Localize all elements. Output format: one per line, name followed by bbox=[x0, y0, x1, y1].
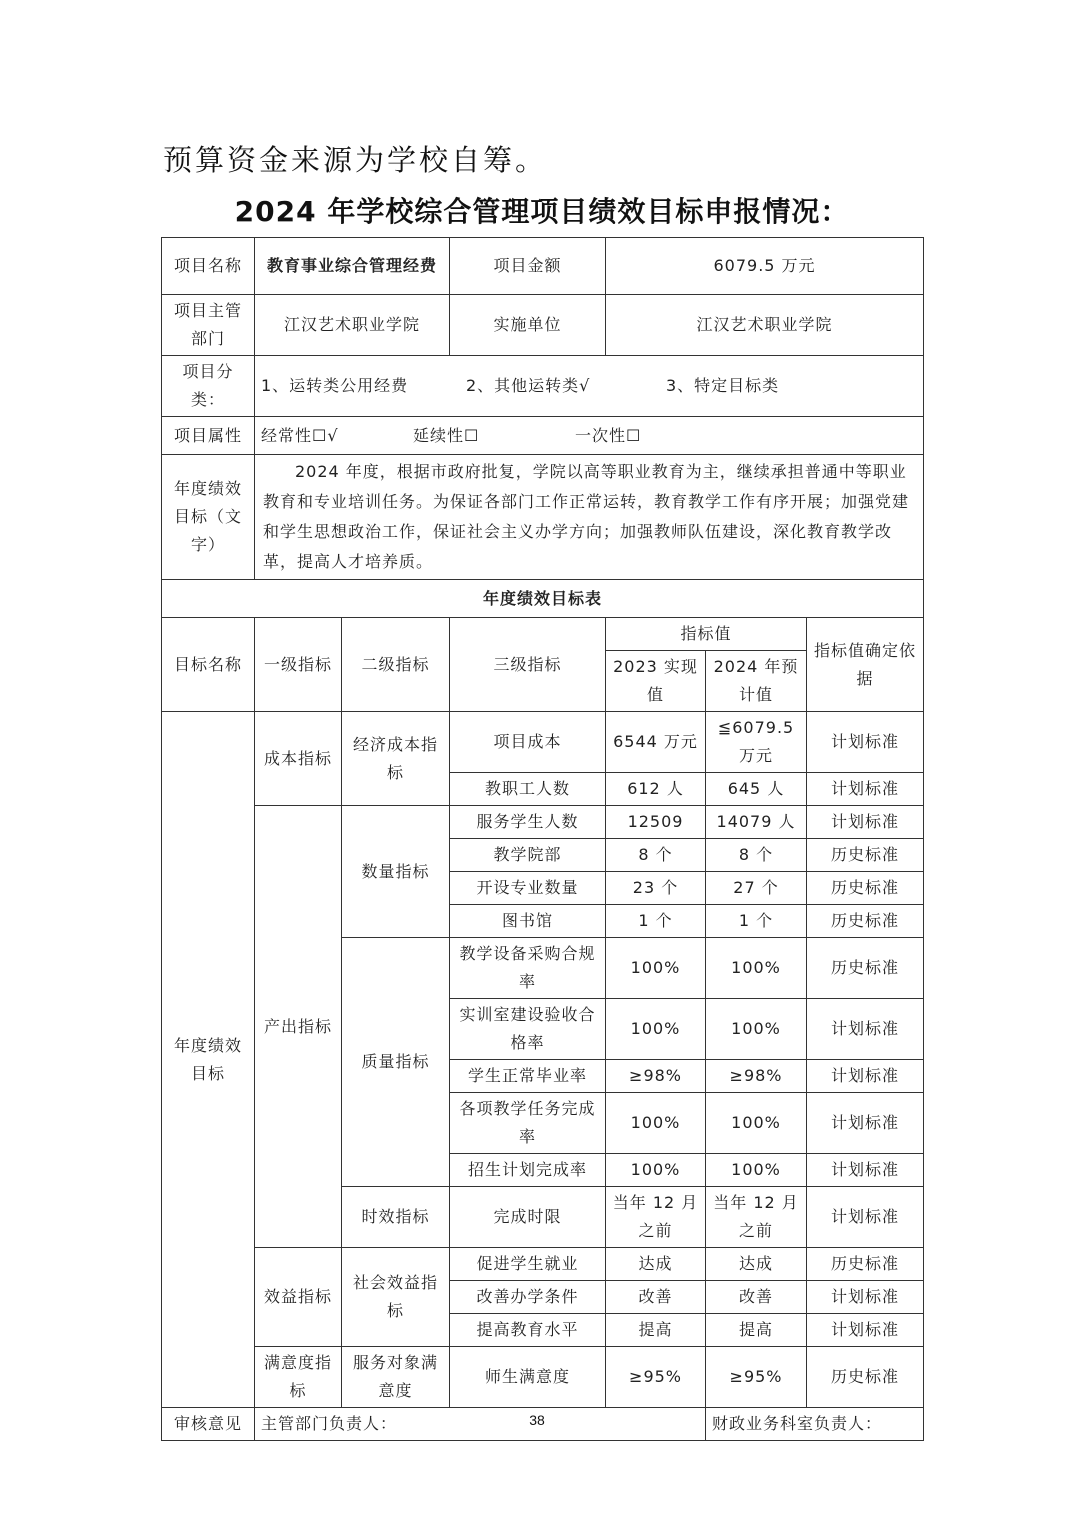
row-actual: 100% bbox=[606, 1154, 706, 1187]
row-forecast: 改善 bbox=[706, 1281, 807, 1314]
row-forecast: 8 个 bbox=[706, 839, 807, 872]
row-name: 提高教育水平 bbox=[450, 1314, 606, 1347]
attr-option-2: 延续性☐ bbox=[413, 425, 480, 445]
row-actual: ≥95% bbox=[606, 1347, 706, 1408]
row-actual: 当年 12 月之前 bbox=[606, 1187, 706, 1248]
row-basis: 计划标准 bbox=[807, 1281, 924, 1314]
row-forecast: 14079 人 bbox=[706, 806, 807, 839]
row-forecast: ≥95% bbox=[706, 1347, 807, 1408]
row-basis: 计划标准 bbox=[807, 1187, 924, 1248]
row-name: 促进学生就业 bbox=[450, 1248, 606, 1281]
dept-value: 江汉艺术职业学院 bbox=[255, 295, 450, 356]
row-forecast: 达成 bbox=[706, 1248, 807, 1281]
row-actual: 6544 万元 bbox=[606, 712, 706, 773]
row-name: 图书馆 bbox=[450, 905, 606, 938]
row-forecast: 100% bbox=[706, 938, 807, 999]
row-name: 开设专业数量 bbox=[450, 872, 606, 905]
row-actual: 12509 bbox=[606, 806, 706, 839]
row-forecast: 100% bbox=[706, 1154, 807, 1187]
category-option-3: 3、特定目标类 bbox=[666, 376, 780, 395]
row-name: 招生计划完成率 bbox=[450, 1154, 606, 1187]
goal-text: 2024 年度，根据市政府批复，学院以高等职业教育为主，继续承担普通中等职业教育和专业培训任务。为保证各部门工作正常运转，教育教学工作有序开展；加强党建和学生思想政治工作，保证社会主义办学方向；加强教师队伍建设，深化教育教学改革，提高人才培养质。 bbox=[255, 455, 924, 580]
attr-options bbox=[255, 417, 924, 455]
table-title: 年度绩效目标表 bbox=[162, 580, 924, 618]
col-goal-name: 目标名称 bbox=[162, 618, 255, 712]
row-name: 改善办学条件 bbox=[450, 1281, 606, 1314]
group-benefit: 效益指标 bbox=[255, 1248, 342, 1347]
group-quality: 质量指标 bbox=[342, 938, 450, 1187]
row-basis: 计划标准 bbox=[807, 1093, 924, 1154]
row-forecast: 100% bbox=[706, 1093, 807, 1154]
impl-label: 实施单位 bbox=[450, 295, 606, 356]
attr-row bbox=[162, 417, 924, 455]
row-actual: 100% bbox=[606, 1093, 706, 1154]
group-cost: 成本指标 bbox=[255, 712, 342, 806]
row-actual: 8 个 bbox=[606, 839, 706, 872]
row-actual: 100% bbox=[606, 999, 706, 1060]
table-row bbox=[162, 806, 924, 839]
row-name: 完成时限 bbox=[450, 1187, 606, 1248]
row-forecast: 提高 bbox=[706, 1314, 807, 1347]
category-label: 项目分类： bbox=[162, 356, 255, 417]
attr-option-1: 经常性☐√ bbox=[261, 425, 339, 445]
group-quantity: 数量指标 bbox=[342, 806, 450, 938]
col-value: 指标值 bbox=[606, 618, 807, 651]
project-name-value: 教育事业综合管理经费 bbox=[255, 238, 450, 295]
table-row bbox=[162, 1347, 924, 1408]
category-row bbox=[162, 356, 924, 417]
col-basis: 指标值确定依据 bbox=[807, 618, 924, 712]
row-forecast: 1 个 bbox=[706, 905, 807, 938]
col-level3: 三级指标 bbox=[450, 618, 606, 712]
category-option-2: 2、其他运转类√ bbox=[466, 376, 591, 395]
attr-option-3: 一次性☐ bbox=[575, 425, 642, 445]
row-name: 项目成本 bbox=[450, 712, 606, 773]
project-name-label: 项目名称 bbox=[162, 238, 255, 295]
row-forecast: 100% bbox=[706, 999, 807, 1060]
amount-value: 6079.5 万元 bbox=[606, 238, 924, 295]
col-level1: 一级指标 bbox=[255, 618, 342, 712]
row-forecast: ≥98% bbox=[706, 1060, 807, 1093]
table-row bbox=[162, 712, 924, 773]
row-basis: 计划标准 bbox=[807, 999, 924, 1060]
group-output: 产出指标 bbox=[255, 806, 342, 1248]
goal-label: 年度绩效目标（文字） bbox=[162, 455, 255, 580]
goal-name-cell: 年度绩效目标 bbox=[162, 712, 255, 1408]
row-actual: ≥98% bbox=[606, 1060, 706, 1093]
category-options bbox=[255, 356, 924, 417]
goal-row bbox=[162, 455, 924, 580]
row-actual: 612 人 bbox=[606, 773, 706, 806]
row-basis: 历史标准 bbox=[807, 1248, 924, 1281]
table-title-row bbox=[162, 580, 924, 618]
dept-row bbox=[162, 295, 924, 356]
group-econ-cost: 经济成本指标 bbox=[342, 712, 450, 806]
row-forecast: 当年 12 月之前 bbox=[706, 1187, 807, 1248]
dept-label: 项目主管部门 bbox=[162, 295, 255, 356]
row-name: 实训室建设验收合格率 bbox=[450, 999, 606, 1060]
impl-value: 江汉艺术职业学院 bbox=[606, 295, 924, 356]
col-forecast-2024: 2024 年预计值 bbox=[706, 651, 807, 712]
row-name: 各项教学任务完成率 bbox=[450, 1093, 606, 1154]
row-basis: 历史标准 bbox=[807, 905, 924, 938]
row-forecast: 645 人 bbox=[706, 773, 807, 806]
col-actual-2023: 2023 实现值 bbox=[606, 651, 706, 712]
row-basis: 历史标准 bbox=[807, 938, 924, 999]
col-level2: 二级指标 bbox=[342, 618, 450, 712]
row-actual: 1 个 bbox=[606, 905, 706, 938]
category-option-1: 1、运转类公用经费 bbox=[261, 376, 409, 395]
amount-label: 项目金额 bbox=[450, 238, 606, 295]
table-row bbox=[162, 1248, 924, 1281]
project-name-row bbox=[162, 238, 924, 295]
row-basis: 计划标准 bbox=[807, 712, 924, 773]
row-name: 师生满意度 bbox=[450, 1347, 606, 1408]
row-basis: 计划标准 bbox=[807, 1154, 924, 1187]
row-actual: 改善 bbox=[606, 1281, 706, 1314]
group-timeliness: 时效指标 bbox=[342, 1187, 450, 1248]
row-name: 教职工人数 bbox=[450, 773, 606, 806]
review-dept-head: 主管部门负责人： bbox=[255, 1408, 706, 1441]
row-actual: 100% bbox=[606, 938, 706, 999]
row-basis: 计划标准 bbox=[807, 806, 924, 839]
row-basis: 计划标准 bbox=[807, 1060, 924, 1093]
row-name: 教学设备采购合规率 bbox=[450, 938, 606, 999]
row-basis: 历史标准 bbox=[807, 839, 924, 872]
performance-table bbox=[161, 237, 924, 1441]
group-satisfaction: 满意度指标 bbox=[255, 1347, 342, 1408]
row-actual: 达成 bbox=[606, 1248, 706, 1281]
row-actual: 23 个 bbox=[606, 872, 706, 905]
row-basis: 计划标准 bbox=[807, 1314, 924, 1347]
row-basis: 历史标准 bbox=[807, 1347, 924, 1408]
row-basis: 历史标准 bbox=[807, 872, 924, 905]
group-service: 服务对象满意度 bbox=[342, 1347, 450, 1408]
column-header-row bbox=[162, 618, 924, 651]
row-forecast: 27 个 bbox=[706, 872, 807, 905]
attr-label: 项目属性 bbox=[162, 417, 255, 455]
row-name: 服务学生人数 bbox=[450, 806, 606, 839]
page-title-text: 2024 年学校综合管理项目绩效目标申报情况： bbox=[234, 195, 850, 228]
row-name: 学生正常毕业率 bbox=[450, 1060, 606, 1093]
review-finance-head: 财政业务科室负责人： bbox=[706, 1408, 924, 1441]
review-label: 审核意见 bbox=[162, 1408, 255, 1441]
page-title bbox=[0, 190, 1074, 230]
page-number: 38 bbox=[529, 1412, 545, 1428]
intro-text: 预算资金来源为学校自筹。 bbox=[163, 143, 548, 177]
group-social: 社会效益指标 bbox=[342, 1248, 450, 1347]
row-forecast: ≦6079.5 万元 bbox=[706, 712, 807, 773]
row-basis: 计划标准 bbox=[807, 773, 924, 806]
row-actual: 提高 bbox=[606, 1314, 706, 1347]
row-name: 教学院部 bbox=[450, 839, 606, 872]
